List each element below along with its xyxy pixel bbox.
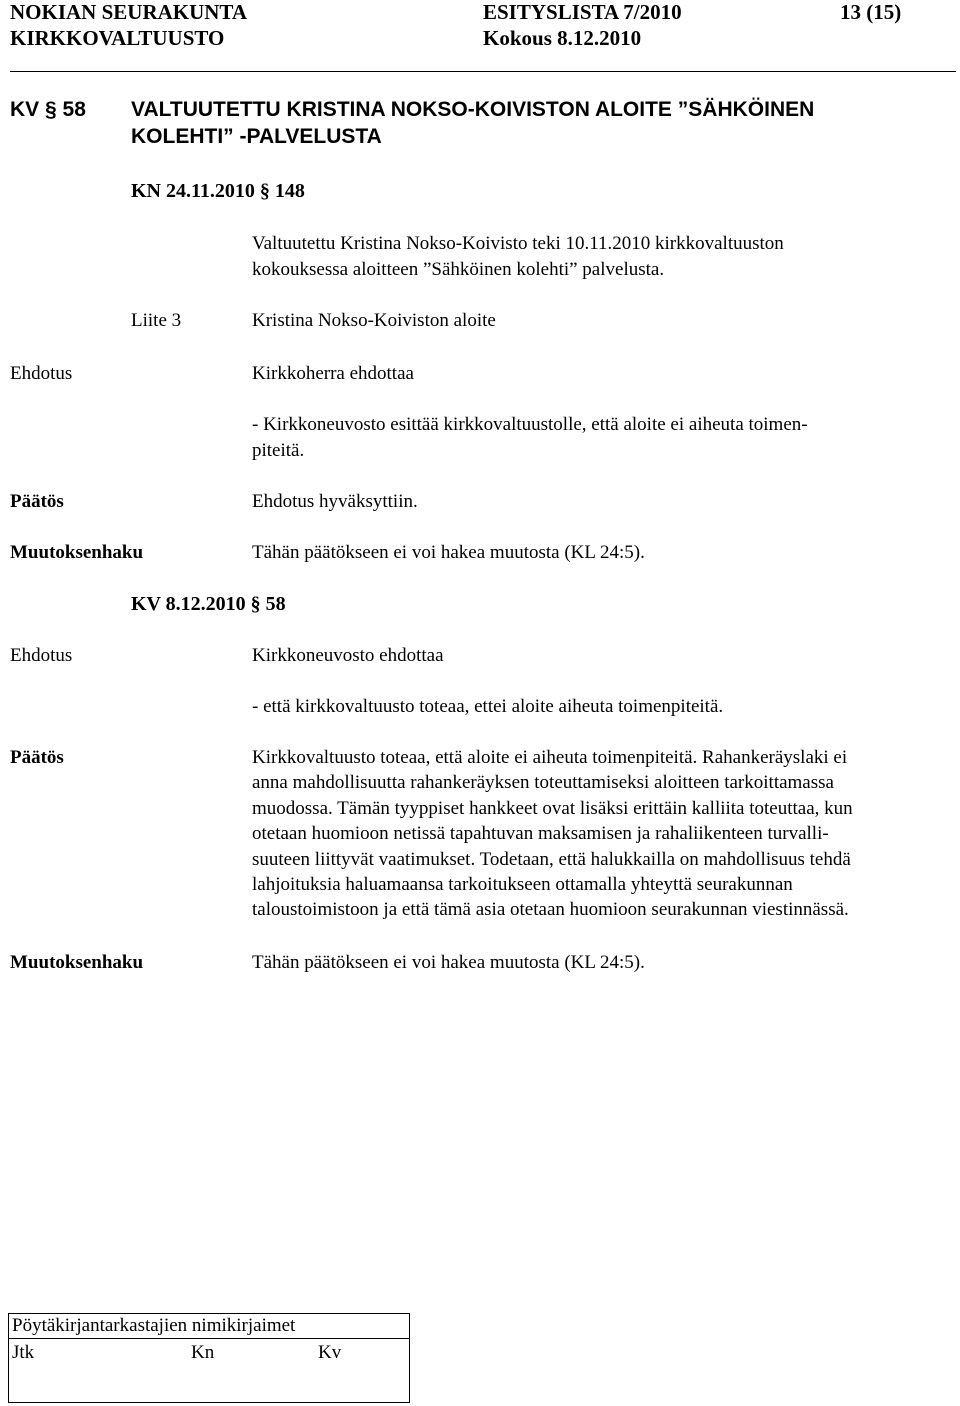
kn-reference: KN 24.11.2010 § 148 (131, 180, 305, 202)
kv-proposal-text: - että kirkkovaltuusto toteaa, ettei aloite aiheuta toimenpiteitä. (252, 696, 724, 717)
attachment-label: Liite 3 (131, 310, 182, 331)
kv-appeal-label: Muutoksenhaku (10, 952, 144, 973)
kv-decision-line: Kirkkovaltuusto toteaa, että aloite ei aiheuta toimenpiteitä. Rahankeräyslaki ei (252, 747, 848, 768)
initials-box (8, 1313, 410, 1403)
item-title-line1: VALTUUTETTU KRISTINA NOKSO-KOIVISTON ALOITE ”SÄHKÖINEN (131, 98, 815, 121)
intro-line2: kokouksessa aloitteen ”Sähköinen kolehti” palvelusta. (252, 259, 665, 280)
page-number: 13 (15) (840, 0, 902, 24)
initials-kn: Kn (191, 1342, 215, 1363)
intro-line1: Valtuutettu Kristina Nokso-Koivisto teki 10.11.2010 kirkkovaltuuston (252, 233, 784, 254)
kv-decision-line: muodossa. Tämän tyyppiset hankkeet ovat lisäksi erittäin kalliita toteuttaa, kun (252, 797, 853, 819)
initials-jtk: Jtk (12, 1342, 35, 1363)
kv-decision-line: suuteen liittyvät vaatimukset. Todetaan, että halukkailla on mahdollisuus tehdä (252, 848, 851, 870)
kn-proposal-head: Kirkkoherra ehdottaa (252, 363, 414, 384)
kv-decision-line: anna mahdollisuutta rahankeräyksen toteuttamiseksi aloitteen tarkoittamassa (252, 772, 834, 794)
kn-appeal-label: Muutoksenhaku (10, 542, 144, 563)
item-number: KV § 58 (10, 98, 86, 121)
kn-proposal-line1: - Kirkkoneuvosto esittää kirkkovaltuustolle, että aloite ei aiheuta toimen- (252, 414, 808, 435)
item-title-line2: KOLEHTI” -PALVELUSTA (131, 125, 382, 148)
kn-proposal-label: Ehdotus (10, 363, 73, 384)
kn-decision-text: Ehdotus hyväksyttiin. (252, 491, 418, 512)
kv-decision-label: Päätös (10, 747, 64, 768)
kn-appeal-text: Tähän päätökseen ei voi hakea muutosta (KL 24:5). (252, 542, 645, 563)
kv-decision-line: taloustoimistoon ja että tämä asia otetaan huomioon seurakunnan viestinnässä. (252, 899, 849, 921)
kn-proposal-line2: piteitä. (252, 440, 305, 461)
org-name: NOKIAN SEURAKUNTA (10, 0, 248, 24)
kv-decision-line: lahjoituksia haluamaansa tarkoitukseen ottamalla yhteyttä seurakunnan (252, 874, 793, 896)
header-rule (10, 71, 956, 72)
kv-proposal-label: Ehdotus (10, 645, 73, 666)
initials-box-divider (9, 1338, 409, 1339)
initials-title: Pöytäkirjantarkastajien nimikirjaimet (12, 1315, 296, 1336)
kn-decision-label: Päätös (10, 491, 64, 512)
attachment-text: Kristina Nokso-Koiviston aloite (252, 310, 496, 331)
body-name: KIRKKOVALTUUSTO (10, 26, 225, 50)
document-id: ESITYSLISTA 7/2010 (483, 0, 682, 24)
kv-reference: KV 8.12.2010 § 58 (131, 593, 286, 615)
kv-decision-paragraph (252, 745, 956, 923)
meeting-date: Kokous 8.12.2010 (483, 26, 642, 50)
kv-proposal-head: Kirkkoneuvosto ehdottaa (252, 645, 444, 666)
initials-kv: Kv (318, 1342, 342, 1363)
kv-decision-line: otetaan huomioon netissä tapahtuvan maksamisen ja rahaliikenteen turvalli- (252, 823, 829, 845)
kv-appeal-text: Tähän päätökseen ei voi hakea muutosta (KL 24:5). (252, 952, 645, 973)
